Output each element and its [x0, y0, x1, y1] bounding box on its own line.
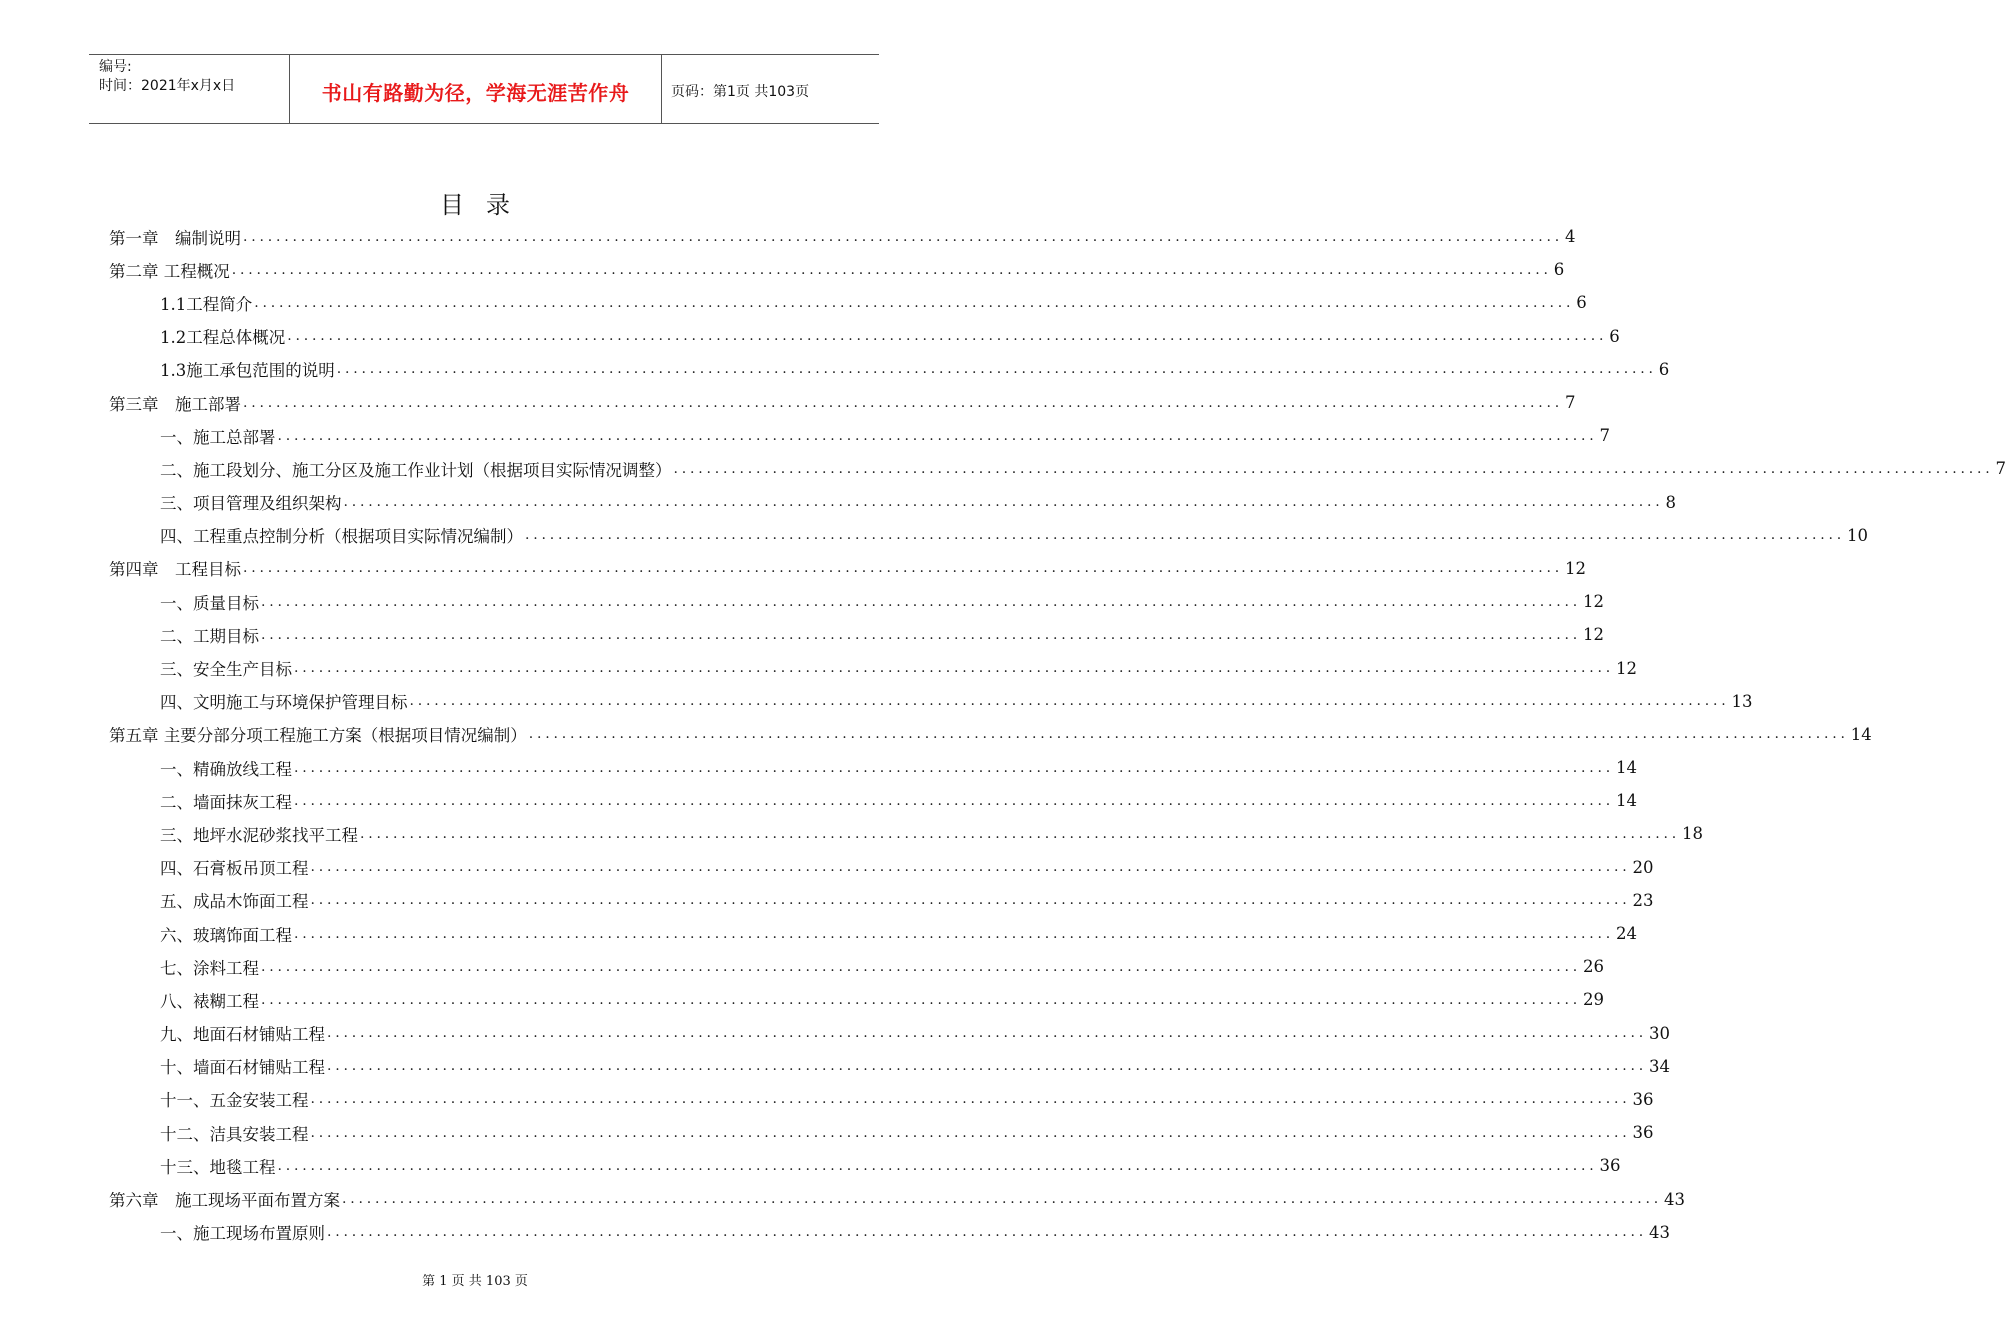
toc-entry-label: 一、质量目标: [160, 593, 259, 613]
toc-entry-page: 34: [1649, 1056, 1671, 1076]
toc-dot-leader: ................................................................................................................................................................: [294, 925, 1615, 942]
toc-entry[interactable]: [109, 585, 1605, 618]
toc-dot-leader: ................................................................................................................................................................: [360, 825, 1681, 842]
toc-entry-label: 十、墙面石材铺贴工程: [160, 1058, 325, 1078]
toc-entry-label: 十三、地毯工程: [160, 1157, 276, 1177]
toc-entry-page: 14: [1616, 758, 1638, 778]
toc-entry-label: 九、地面石材铺贴工程: [160, 1025, 325, 1045]
toc-entry[interactable]: [109, 320, 1620, 353]
toc-entry[interactable]: [109, 220, 1576, 253]
toc-dot-leader: ................................................................................................................................................................: [528, 726, 1849, 743]
toc-entry-page: 7: [1995, 459, 2006, 479]
toc-dot-leader: ................................................................................................................................................................: [261, 958, 1582, 975]
toc-entry[interactable]: [109, 917, 1638, 950]
toc-entry-page: 24: [1616, 924, 1638, 944]
toc-entry[interactable]: [109, 784, 1638, 817]
toc-entry-page: 26: [1583, 957, 1605, 977]
toc-dot-leader: ................................................................................................................................................................: [310, 1124, 1631, 1141]
toc-entry-label: 一、施工现场布置原则: [160, 1224, 325, 1244]
toc-entry[interactable]: [109, 1149, 1621, 1182]
toc-dot-leader: ................................................................................................................................................................: [243, 394, 1564, 411]
toc-entry-label: 六、玻璃饰面工程: [160, 925, 292, 945]
toc-title: 目录: [440, 191, 532, 219]
toc-entry-label: 三、安全生产目标: [160, 660, 292, 680]
toc-dot-leader: ................................................................................................................................................................: [277, 427, 1598, 444]
header-meta: [89, 55, 289, 123]
toc-entry-page: 12: [1565, 558, 1587, 578]
toc-entry-page: 6: [1609, 326, 1620, 346]
toc-entry[interactable]: [109, 386, 1576, 419]
toc-entry-page: 6: [1553, 260, 1565, 280]
toc-entry-label: 1.2工程总体概况: [160, 328, 286, 348]
toc-dot-leader: ................................................................................................................................................................: [261, 991, 1582, 1008]
toc-entry[interactable]: [109, 353, 1670, 386]
toc-entry-page: 6: [1576, 293, 1587, 313]
toc-entry[interactable]: [109, 751, 1638, 784]
page-header: [89, 54, 879, 124]
toc-dot-leader: ................................................................................................................................................................: [294, 660, 1615, 677]
toc-entry-label: 1.1工程简介: [160, 294, 253, 314]
toc-dot-leader: ................................................................................................................................................................: [294, 759, 1615, 776]
toc-entry-page: 6: [1658, 359, 1670, 379]
toc-entry[interactable]: [109, 486, 1677, 519]
toc-entry-page: 7: [1565, 393, 1576, 413]
toc-entry-page: 10: [1847, 525, 1869, 545]
toc-dot-leader: ................................................................................................................................................................: [261, 593, 1582, 610]
toc-entry-page: 18: [1682, 824, 1704, 844]
toc-entry-page: 4: [1565, 227, 1576, 247]
header-motto: 书山有路勤为径，学海无涯苦作舟: [289, 55, 662, 123]
toc-entry-label: 四、工程重点控制分析（根据项目实际情况编制）: [160, 527, 523, 547]
toc-entry[interactable]: [109, 884, 1654, 917]
toc-entry-page: 29: [1583, 990, 1605, 1010]
toc-entry-label: 二、墙面抹灰工程: [160, 792, 292, 812]
toc-dot-leader: ................................................................................................................................................................: [327, 1058, 1648, 1075]
toc-dot-leader: ................................................................................................................................................................: [336, 361, 1657, 378]
toc-entry-label: 第四章 工程目标: [109, 560, 241, 580]
toc-entry-page: 13: [1731, 691, 1753, 711]
toc-entry[interactable]: [109, 1050, 1671, 1083]
toc-dot-leader: ................................................................................................................................................................: [525, 527, 1846, 544]
toc-entry-label: 第一章 编制说明: [109, 228, 241, 248]
toc-entry-label: 三、地坪水泥砂浆找平工程: [160, 825, 358, 845]
toc-entry[interactable]: [109, 452, 2006, 485]
toc-entry-page: 43: [1664, 1189, 1686, 1209]
document-time: 时间：2021年x月x日: [99, 78, 236, 94]
toc-dot-leader: ................................................................................................................................................................: [243, 228, 1564, 245]
toc-entry[interactable]: [109, 618, 1605, 651]
toc-dot-leader: ................................................................................................................................................................: [310, 892, 1631, 909]
toc-entry-page: 14: [1616, 791, 1638, 811]
toc-entry[interactable]: [109, 983, 1605, 1016]
toc-dot-leader: ................................................................................................................................................................: [327, 1025, 1648, 1042]
toc-entry[interactable]: [109, 1182, 1686, 1215]
toc-entry-page: 36: [1599, 1156, 1621, 1176]
toc-entry-label: 二、施工段划分、施工分区及施工作业计划（根据项目实际情况调整）: [160, 460, 672, 480]
toc-entry[interactable]: [109, 1017, 1671, 1050]
toc-entry[interactable]: [109, 851, 1654, 884]
toc-entry[interactable]: [109, 1116, 1654, 1149]
toc-entry-label: 十一、五金安装工程: [160, 1091, 309, 1111]
toc-entry[interactable]: [109, 685, 1753, 718]
toc-dot-leader: ................................................................................................................................................................: [673, 460, 1994, 477]
toc-entry[interactable]: [109, 950, 1605, 983]
toc-entry-page: 8: [1665, 492, 1677, 512]
toc-entry[interactable]: [109, 419, 1611, 452]
toc-dot-leader: ................................................................................................................................................................: [277, 1157, 1598, 1174]
toc-dot-leader: ................................................................................................................................................................: [342, 1191, 1663, 1208]
toc-entry[interactable]: [109, 718, 1872, 751]
toc-entry-page: 36: [1632, 1123, 1654, 1143]
toc-entry-page: 20: [1632, 857, 1654, 877]
toc-dot-leader: ................................................................................................................................................................: [310, 1091, 1631, 1108]
toc-dot-leader: ................................................................................................................................................................: [287, 328, 1608, 345]
toc-entry-page: 7: [1599, 426, 1611, 446]
toc-entry[interactable]: [109, 552, 1587, 585]
toc-entry-page: 36: [1632, 1089, 1654, 1109]
toc-entry-label: 一、施工总部署: [160, 427, 276, 447]
toc-dot-leader: ................................................................................................................................................................: [409, 693, 1730, 710]
toc-dot-leader: ................................................................................................................................................................: [231, 261, 1552, 278]
toc-dot-leader: ................................................................................................................................................................: [327, 1224, 1648, 1241]
table-of-contents: [109, 220, 2006, 1249]
toc-entry-label: 第二章 工程概况: [109, 261, 230, 281]
toc-entry-label: 二、工期目标: [160, 626, 259, 646]
toc-entry-label: 十二、洁具安装工程: [160, 1124, 309, 1144]
toc-entry[interactable]: [109, 253, 1565, 286]
toc-entry[interactable]: [109, 1083, 1654, 1116]
toc-entry-label: 四、文明施工与环境保护管理目标: [160, 693, 408, 713]
toc-dot-leader: ................................................................................................................................................................: [310, 859, 1631, 876]
toc-entry[interactable]: [109, 817, 1704, 850]
toc-entry-page: 14: [1850, 724, 1872, 744]
toc-entry[interactable]: [109, 1216, 1671, 1249]
toc-entry-page: 43: [1649, 1222, 1671, 1242]
toc-entry-page: 30: [1649, 1023, 1671, 1043]
document-number-label: 编号:: [99, 59, 132, 75]
toc-entry[interactable]: [109, 286, 1587, 319]
toc-entry-page: 12: [1583, 625, 1605, 645]
toc-dot-leader: ................................................................................................................................................................: [343, 494, 1664, 511]
toc-entry[interactable]: [109, 651, 1638, 684]
toc-dot-leader: ................................................................................................................................................................: [254, 294, 1575, 311]
toc-entry-label: 三、项目管理及组织架构: [160, 494, 342, 514]
toc-dot-leader: ................................................................................................................................................................: [243, 560, 1564, 577]
toc-entry-page: 23: [1632, 890, 1654, 910]
toc-entry[interactable]: [109, 519, 1869, 552]
toc-entry-label: 1.3施工承包范围的说明: [160, 361, 335, 381]
toc-entry-label: 一、精确放线工程: [160, 759, 292, 779]
toc-entry-page: 12: [1616, 658, 1638, 678]
toc-entry-label: 第五章 主要分部分项工程施工方案（根据项目情况编制）: [109, 726, 527, 746]
toc-entry-label: 七、涂料工程: [160, 958, 259, 978]
toc-entry-label: 五、成品木饰面工程: [160, 892, 309, 912]
toc-entry-label: 四、石膏板吊顶工程: [160, 859, 309, 879]
toc-entry-page: 12: [1583, 592, 1605, 612]
toc-entry-label: 第三章 施工部署: [109, 394, 241, 414]
toc-entry-label: 第六章 施工现场平面布置方案: [109, 1191, 340, 1211]
header-page-info: 页码：第1页 共103页: [671, 84, 810, 100]
toc-dot-leader: ................................................................................................................................................................: [294, 792, 1615, 809]
toc-dot-leader: ................................................................................................................................................................: [261, 626, 1582, 643]
toc-entry-label: 八、裱糊工程: [160, 991, 259, 1011]
page-footer: 第 1 页 共 103 页: [422, 1274, 528, 1289]
